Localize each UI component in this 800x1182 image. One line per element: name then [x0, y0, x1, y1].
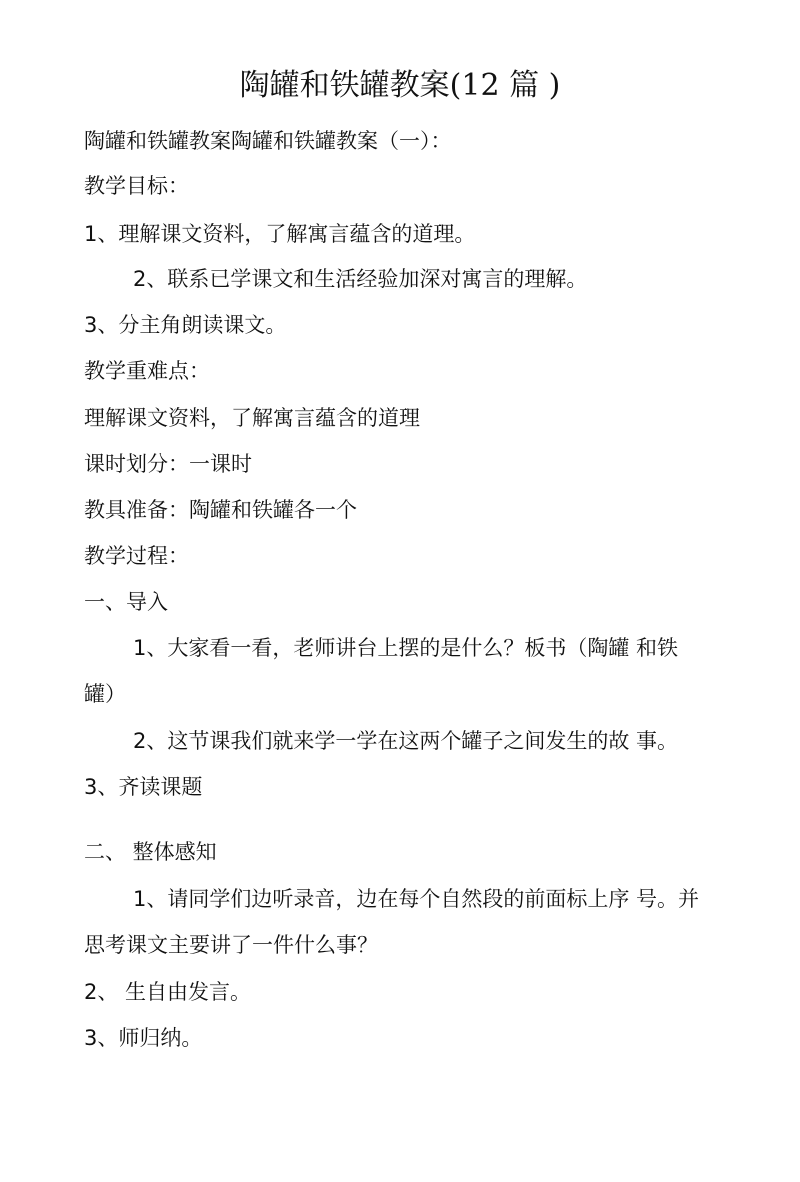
paragraph-line: 教具准备：陶罐和铁罐各一个 [84, 498, 357, 522]
document-title: 陶罐和铁罐教案(12 篇 ) [239, 68, 561, 103]
paragraph-line: 罐） [84, 682, 126, 706]
section-heading: 教学目标： [84, 174, 189, 198]
section-heading: 教学过程： [84, 544, 189, 568]
paragraph-line: 1、请同学们边听录音，边在每个自然段的前面标上序 号。并 [133, 887, 700, 911]
paragraph-line: 3、分主角朗读课文。 [84, 313, 287, 337]
paragraph-line: 陶罐和铁罐教案陶罐和铁罐教案（一）： [84, 129, 452, 153]
section-heading: 二、 整体感知 [84, 840, 217, 864]
paragraph-line: 1、理解课文资料，了解寓言蕴含的道理。 [84, 222, 476, 246]
paragraph-line: 思考课文主要讲了一件什么事？ [84, 933, 378, 957]
paragraph-line: 2、这节课我们就来学一学在这两个罐子之间发生的故 事。 [133, 729, 679, 753]
section-heading: 一、导入 [84, 590, 168, 614]
paragraph-line: 课时划分：一课时 [84, 452, 252, 476]
paragraph-line: 3、齐读课题 [84, 775, 203, 799]
paragraph-line: 2、联系已学课文和生活经验加深对寓言的理解。 [133, 267, 588, 291]
paragraph-line: 理解课文资料，了解寓言蕴含的道理 [84, 406, 420, 430]
paragraph-line: 2、 生自由发言。 [84, 980, 252, 1004]
paragraph-line: 3、师归纳。 [84, 1026, 203, 1050]
paragraph-line: 1、大家看一看，老师讲台上摆的是什么？板书（陶罐 和铁 [133, 636, 679, 660]
section-heading: 教学重难点： [84, 359, 210, 383]
